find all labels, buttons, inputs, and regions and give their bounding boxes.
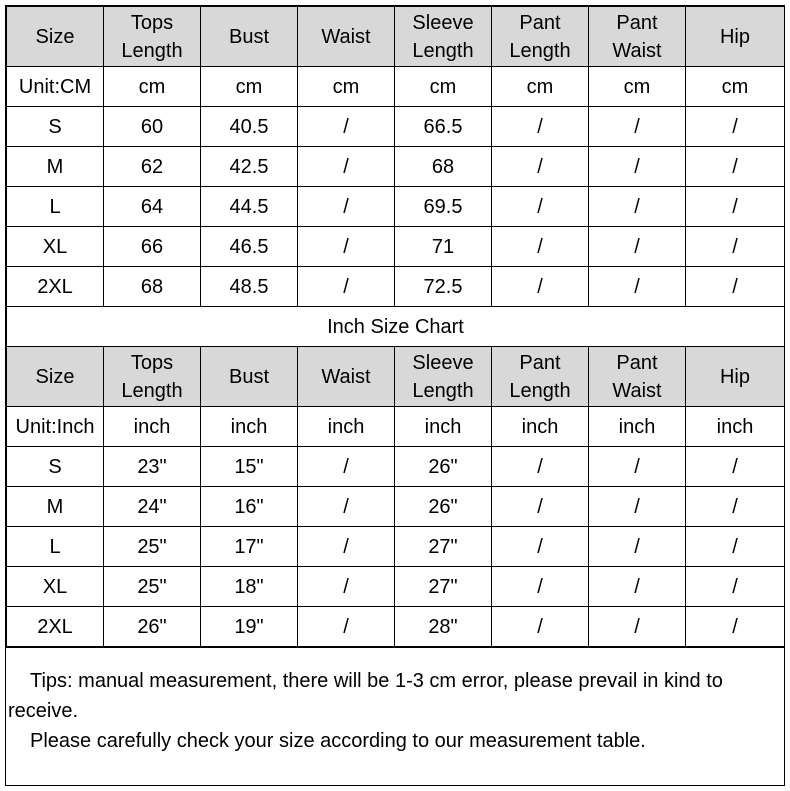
cm-table-row-cell: 69.5 <box>395 187 492 227</box>
inch-table-row-cell: XL <box>7 567 104 607</box>
cm-table-row-cell: 46.5 <box>201 227 298 267</box>
cm-table-row-cell: 42.5 <box>201 147 298 187</box>
cm-table-row-cell: 2XL <box>7 267 104 307</box>
cm-table-row-cell: / <box>298 267 395 307</box>
cm-header-row-cell: Pant Waist <box>589 7 686 67</box>
inch-table-row-cell: / <box>298 567 395 607</box>
cm-table-row-cell: / <box>589 227 686 267</box>
cm-table-row-cell: 44.5 <box>201 187 298 227</box>
inch-table-row-cell: / <box>589 447 686 487</box>
inch-table-row-cell: / <box>492 447 589 487</box>
inch-table-row-cell: 18" <box>201 567 298 607</box>
inch-table-row-cell: / <box>686 567 785 607</box>
cm-table-row <box>7 227 785 267</box>
inch-table-row-cell: / <box>492 487 589 527</box>
inch-unit-row-cell: inch <box>492 407 589 447</box>
cm-header-row-cell: Hip <box>686 7 785 67</box>
cm-table-row-cell: 68 <box>104 267 201 307</box>
inch-size-chart-title: Inch Size Chart <box>7 307 785 347</box>
cm-table-row-cell: / <box>492 267 589 307</box>
inch-table-row-cell: / <box>686 487 785 527</box>
cm-table-row-cell: L <box>7 187 104 227</box>
inch-unit-row-cell: inch <box>395 407 492 447</box>
inch-table-row <box>7 567 785 607</box>
inch-table-row-cell: / <box>298 487 395 527</box>
cm-table-row-cell: 68 <box>395 147 492 187</box>
inch-table-row-cell: / <box>589 527 686 567</box>
inch-table-row-cell: / <box>492 607 589 647</box>
inch-table-row-cell: 26" <box>395 447 492 487</box>
cm-table-row <box>7 187 785 227</box>
cm-header-row-cell: Waist <box>298 7 395 67</box>
inch-table-row-cell: / <box>686 447 785 487</box>
cm-header-row-cell: Sleeve Length <box>395 7 492 67</box>
tips-section <box>6 647 784 756</box>
size-table <box>6 6 785 647</box>
inch-unit-row-cell: inch <box>201 407 298 447</box>
inch-table-row-cell: / <box>686 527 785 567</box>
cm-table-row-cell: 64 <box>104 187 201 227</box>
cm-unit-row-cell: cm <box>201 67 298 107</box>
inch-table-row-cell: / <box>492 567 589 607</box>
cm-table-row-cell: 72.5 <box>395 267 492 307</box>
inch-caption-row <box>7 307 785 347</box>
cm-table-row-cell: 62 <box>104 147 201 187</box>
inch-unit-row-cell: inch <box>104 407 201 447</box>
cm-header-row <box>7 7 785 67</box>
cm-table-row-cell: 60 <box>104 107 201 147</box>
inch-unit-row-cell: Unit:Inch <box>7 407 104 447</box>
inch-table-row-cell: 25" <box>104 527 201 567</box>
inch-table-row-cell: / <box>589 487 686 527</box>
inch-header-row <box>7 347 785 407</box>
inch-table-row-cell: 27" <box>395 567 492 607</box>
cm-table-row-cell: / <box>686 187 785 227</box>
inch-header-row-cell: Hip <box>686 347 785 407</box>
cm-table-row-cell: 48.5 <box>201 267 298 307</box>
cm-table-row <box>7 267 785 307</box>
inch-table-row <box>7 487 785 527</box>
cm-table-row-cell: / <box>589 147 686 187</box>
cm-header-row-cell: Tops Length <box>104 7 201 67</box>
cm-unit-row-cell: Unit:CM <box>7 67 104 107</box>
size-chart <box>5 5 785 786</box>
cm-table-row-cell: / <box>492 227 589 267</box>
inch-table-row <box>7 607 785 647</box>
inch-table-row-cell: 17" <box>201 527 298 567</box>
inch-table-row-cell: 24" <box>104 487 201 527</box>
cm-table-row <box>7 107 785 147</box>
cm-table-row-cell: 66 <box>104 227 201 267</box>
inch-table-row-cell: 26" <box>104 607 201 647</box>
cm-header-row-cell: Pant Length <box>492 7 589 67</box>
cm-table-row-cell: / <box>686 227 785 267</box>
cm-table-row-cell: / <box>589 267 686 307</box>
inch-unit-row <box>7 407 785 447</box>
cm-table-row-cell: XL <box>7 227 104 267</box>
cm-unit-row-cell: cm <box>395 67 492 107</box>
cm-table-row-cell: 71 <box>395 227 492 267</box>
inch-table-row-cell: S <box>7 447 104 487</box>
inch-table-row-cell: 19" <box>201 607 298 647</box>
cm-header-row-cell: Size <box>7 7 104 67</box>
cm-table-row-cell: / <box>686 147 785 187</box>
check-size-note: Please carefully check your size according to our measurement table. <box>30 730 646 752</box>
cm-table-row-cell: / <box>298 227 395 267</box>
cm-unit-row-cell: cm <box>686 67 785 107</box>
cm-table-row-cell: / <box>492 107 589 147</box>
cm-table-row-cell: 66.5 <box>395 107 492 147</box>
inch-table-row-cell: L <box>7 527 104 567</box>
inch-table-row-cell: / <box>686 607 785 647</box>
inch-header-row-cell: Size <box>7 347 104 407</box>
cm-unit-row-cell: cm <box>589 67 686 107</box>
inch-table-row-cell: 28" <box>395 607 492 647</box>
tips-text: Tips: manual measurement, there will be 1-3 cm error, please prevail in kind to receive. <box>8 670 723 722</box>
inch-table-row-cell: / <box>492 527 589 567</box>
cm-table-row <box>7 147 785 187</box>
inch-header-row-cell: Pant Length <box>492 347 589 407</box>
cm-unit-row-cell: cm <box>298 67 395 107</box>
inch-table-row-cell: 26" <box>395 487 492 527</box>
cm-table-row-cell: / <box>298 107 395 147</box>
cm-table-row-cell: / <box>492 187 589 227</box>
inch-header-row-cell: Waist <box>298 347 395 407</box>
cm-table-row-cell: / <box>492 147 589 187</box>
inch-header-row-cell: Sleeve Length <box>395 347 492 407</box>
inch-table-row-cell: / <box>298 447 395 487</box>
inch-table-row-cell: 15" <box>201 447 298 487</box>
cm-table-row-cell: / <box>686 107 785 147</box>
inch-header-row-cell: Pant Waist <box>589 347 686 407</box>
inch-unit-row-cell: inch <box>686 407 785 447</box>
cm-table-row-cell: / <box>686 267 785 307</box>
cm-header-row-cell: Bust <box>201 7 298 67</box>
inch-table-row-cell: 27" <box>395 527 492 567</box>
cm-table-row-cell: / <box>298 187 395 227</box>
cm-unit-row-cell: cm <box>104 67 201 107</box>
cm-table-row-cell: M <box>7 147 104 187</box>
inch-table-row <box>7 447 785 487</box>
inch-unit-row-cell: inch <box>589 407 686 447</box>
inch-table-row-cell: / <box>589 567 686 607</box>
inch-table-row-cell: / <box>298 607 395 647</box>
cm-unit-row <box>7 67 785 107</box>
inch-table-row-cell: / <box>589 607 686 647</box>
cm-table-row-cell: 40.5 <box>201 107 298 147</box>
cm-table-row-cell: / <box>589 107 686 147</box>
inch-table-row-cell: M <box>7 487 104 527</box>
cm-table-row-cell: / <box>298 147 395 187</box>
cm-table-row-cell: S <box>7 107 104 147</box>
cm-unit-row-cell: cm <box>492 67 589 107</box>
inch-header-row-cell: Bust <box>201 347 298 407</box>
inch-table-row <box>7 527 785 567</box>
inch-header-row-cell: Tops Length <box>104 347 201 407</box>
inch-unit-row-cell: inch <box>298 407 395 447</box>
inch-table-row-cell: 16" <box>201 487 298 527</box>
inch-table-row-cell: 2XL <box>7 607 104 647</box>
inch-table-row-cell: 25" <box>104 567 201 607</box>
inch-table-row-cell: 23" <box>104 447 201 487</box>
inch-table-row-cell: / <box>298 527 395 567</box>
cm-table-row-cell: / <box>589 187 686 227</box>
